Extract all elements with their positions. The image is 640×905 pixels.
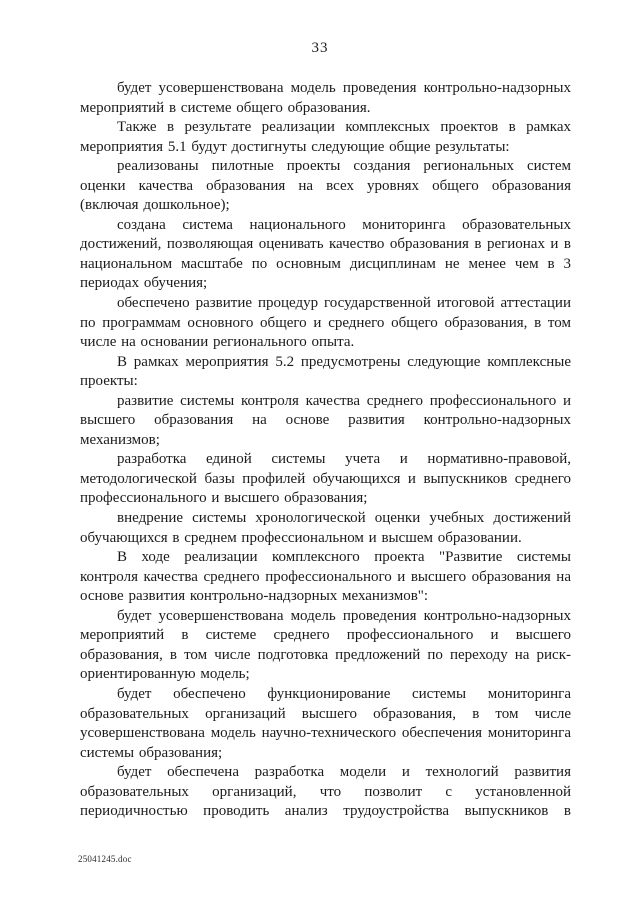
paragraph: будет усовершенствована модель проведения контрольно-надзорных мероприятий в системе общего образования. (80, 80, 571, 116)
paragraph: разработка единой системы учета и нормативно-правовой, методологической базы профилей обучающихся и выпускников среднего профессионального и высшего образования; (80, 451, 571, 507)
paragraph: развитие системы контроля качества среднего профессионального и высшего образования на основе развития контрольно-надзорных механизмов; (80, 392, 571, 448)
paragraph: будет обеспечена разработка модели и технологий развития образовательных организаций, что позволит с установленной периодичностью проводить анализ трудоустройства выпускников в (80, 764, 571, 820)
paragraph: реализованы пилотные проекты создания региональных систем оценки качества образования на всех уровнях общего образования (включая дошкольное); (80, 158, 571, 214)
paragraph: В рамках мероприятия 5.2 предусмотрены следующие комплексные проекты: (80, 353, 571, 390)
paragraph: будет усовершенствована модель проведения контрольно-надзорных мероприятий в системе среднего профессионального и высшего образования, в том числе подготовка предложений по переходу на риск-ориентированную модель; (80, 607, 571, 683)
footer-filename: 25041245.doc (78, 854, 132, 864)
paragraph: создана система национального мониторинга образовательных достижений, позволяющая оценивать качество образования в регионах и в национальном масштабе по основным дисциплинам не менее чем в 3 периодах обучения; (80, 216, 571, 292)
page-number: 33 (311, 40, 329, 56)
paragraph: обеспечено развитие процедур государственной итоговой аттестации по программам основного общего и среднего общего образования, в том числе на основании регионального опыта. (80, 295, 571, 351)
paragraph: В ходе реализации комплексного проекта "Развитие системы контроля качества среднего профессионального и высшего образования на основе развития контрольно-надзорных механизмов": (80, 549, 571, 605)
paragraph: внедрение системы хронологической оценки учебных достижений обучающихся в среднем профессиональном и высшем образовании. (80, 510, 571, 546)
document-body (80, 79, 571, 822)
paragraph: будет обеспечено функционирование системы мониторинга образовательных организаций высшего образования, в том числе усовершенствована модель научно-технического обеспечения мониторинга системы образования; (80, 685, 571, 761)
paragraph: Также в результате реализации комплексных проектов в рамках мероприятия 5.1 будут достигнуты следующие общие результаты: (80, 119, 571, 155)
